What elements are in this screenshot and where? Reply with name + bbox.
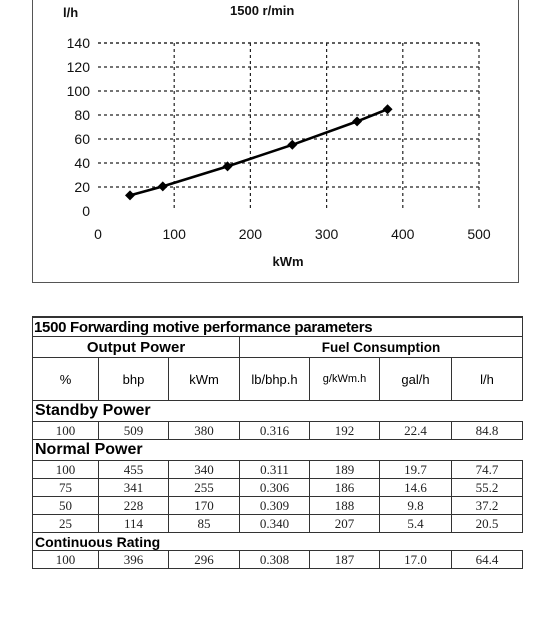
section-label: Continuous Rating (33, 533, 523, 551)
table-cell: 5.4 (380, 515, 452, 533)
data-point (352, 116, 362, 126)
table-cell: 189 (310, 461, 380, 479)
column-header: kWm (169, 358, 240, 401)
x-tick-label: 500 (467, 226, 491, 242)
output-power-header: Output Power (33, 337, 240, 358)
table-cell: 17.0 (380, 551, 452, 569)
table-cell: 25 (33, 515, 99, 533)
table-cell: 0.311 (240, 461, 310, 479)
table-cell: 100 (33, 422, 99, 440)
x-tick-label: 0 (94, 226, 102, 242)
table-cell: 50 (33, 497, 99, 515)
table-cell: 509 (99, 422, 169, 440)
series-line (130, 109, 388, 195)
table-cell: 455 (99, 461, 169, 479)
table-cell: 170 (169, 497, 240, 515)
table-cell: 255 (169, 479, 240, 497)
table-cell: 75 (33, 479, 99, 497)
table-cell: 0.340 (240, 515, 310, 533)
table-cell: 55.2 (452, 479, 523, 497)
y-tick-label: 60 (74, 131, 90, 147)
table-row (33, 479, 523, 497)
table-cell: 0.316 (240, 422, 310, 440)
x-tick-label: 300 (314, 226, 339, 242)
column-header: lb/bhp.h (240, 358, 310, 401)
x-tick-label: 100 (162, 226, 186, 242)
table-row (33, 422, 523, 440)
table-cell: 84.8 (452, 422, 523, 440)
table-cell: 0.308 (240, 551, 310, 569)
y-axis-label: l/h (63, 5, 79, 20)
x-tick-label: 200 (238, 226, 263, 242)
y-tick-label: 100 (66, 83, 90, 99)
data-point (158, 181, 168, 191)
table-cell: 341 (99, 479, 169, 497)
y-tick-label: 120 (66, 59, 90, 75)
table-cell: 74.7 (452, 461, 523, 479)
data-point (383, 104, 393, 114)
table-row (33, 551, 523, 569)
column-header: % (33, 358, 99, 401)
table-cell: 188 (310, 497, 380, 515)
performance-table (32, 316, 523, 569)
column-header: l/h (452, 358, 523, 401)
table-cell: 187 (310, 551, 380, 569)
table-cell: 380 (169, 422, 240, 440)
table-cell: 20.5 (452, 515, 523, 533)
table-cell: 14.6 (380, 479, 452, 497)
table-cell: 0.306 (240, 479, 310, 497)
table-cell: 192 (310, 422, 380, 440)
table-cell: 340 (169, 461, 240, 479)
y-tick-label: 40 (74, 155, 90, 171)
section-label: Standby Power (33, 401, 523, 422)
data-point (125, 190, 135, 200)
line-chart (33, 0, 520, 283)
table-cell: 396 (99, 551, 169, 569)
table-title: 1500 Forwarding motive performance parameters (33, 317, 523, 337)
x-axis-label: kWm (272, 254, 304, 269)
y-tick-label: 140 (66, 35, 90, 51)
table-cell: 37.2 (452, 497, 523, 515)
table-cell: 186 (310, 479, 380, 497)
fuel-consumption-header: Fuel Consumption (240, 337, 523, 358)
table-cell: 64.4 (452, 551, 523, 569)
table-cell: 85 (169, 515, 240, 533)
table-cell: 9.8 (380, 497, 452, 515)
table-cell: 207 (310, 515, 380, 533)
section-label: Normal Power (33, 440, 523, 461)
chart-panel (32, 0, 519, 283)
table-cell: 100 (33, 461, 99, 479)
table-cell: 100 (33, 551, 99, 569)
data-point (287, 140, 297, 150)
y-tick-label: 0 (82, 203, 90, 219)
table-cell: 228 (99, 497, 169, 515)
column-header: g/kWm.h (310, 358, 380, 401)
table-row (33, 497, 523, 515)
table-row (33, 461, 523, 479)
table-cell: 19.7 (380, 461, 452, 479)
table-cell: 114 (99, 515, 169, 533)
column-header: gal/h (380, 358, 452, 401)
y-tick-label: 20 (74, 179, 90, 195)
table-cell: 296 (169, 551, 240, 569)
table-cell: 0.309 (240, 497, 310, 515)
x-tick-label: 400 (391, 226, 415, 242)
chart-title: 1500 r/min (230, 3, 295, 18)
y-tick-label: 80 (74, 107, 90, 123)
table-row (33, 515, 523, 533)
table-cell: 22.4 (380, 422, 452, 440)
column-header: bhp (99, 358, 169, 401)
performance-table-panel (32, 316, 522, 569)
